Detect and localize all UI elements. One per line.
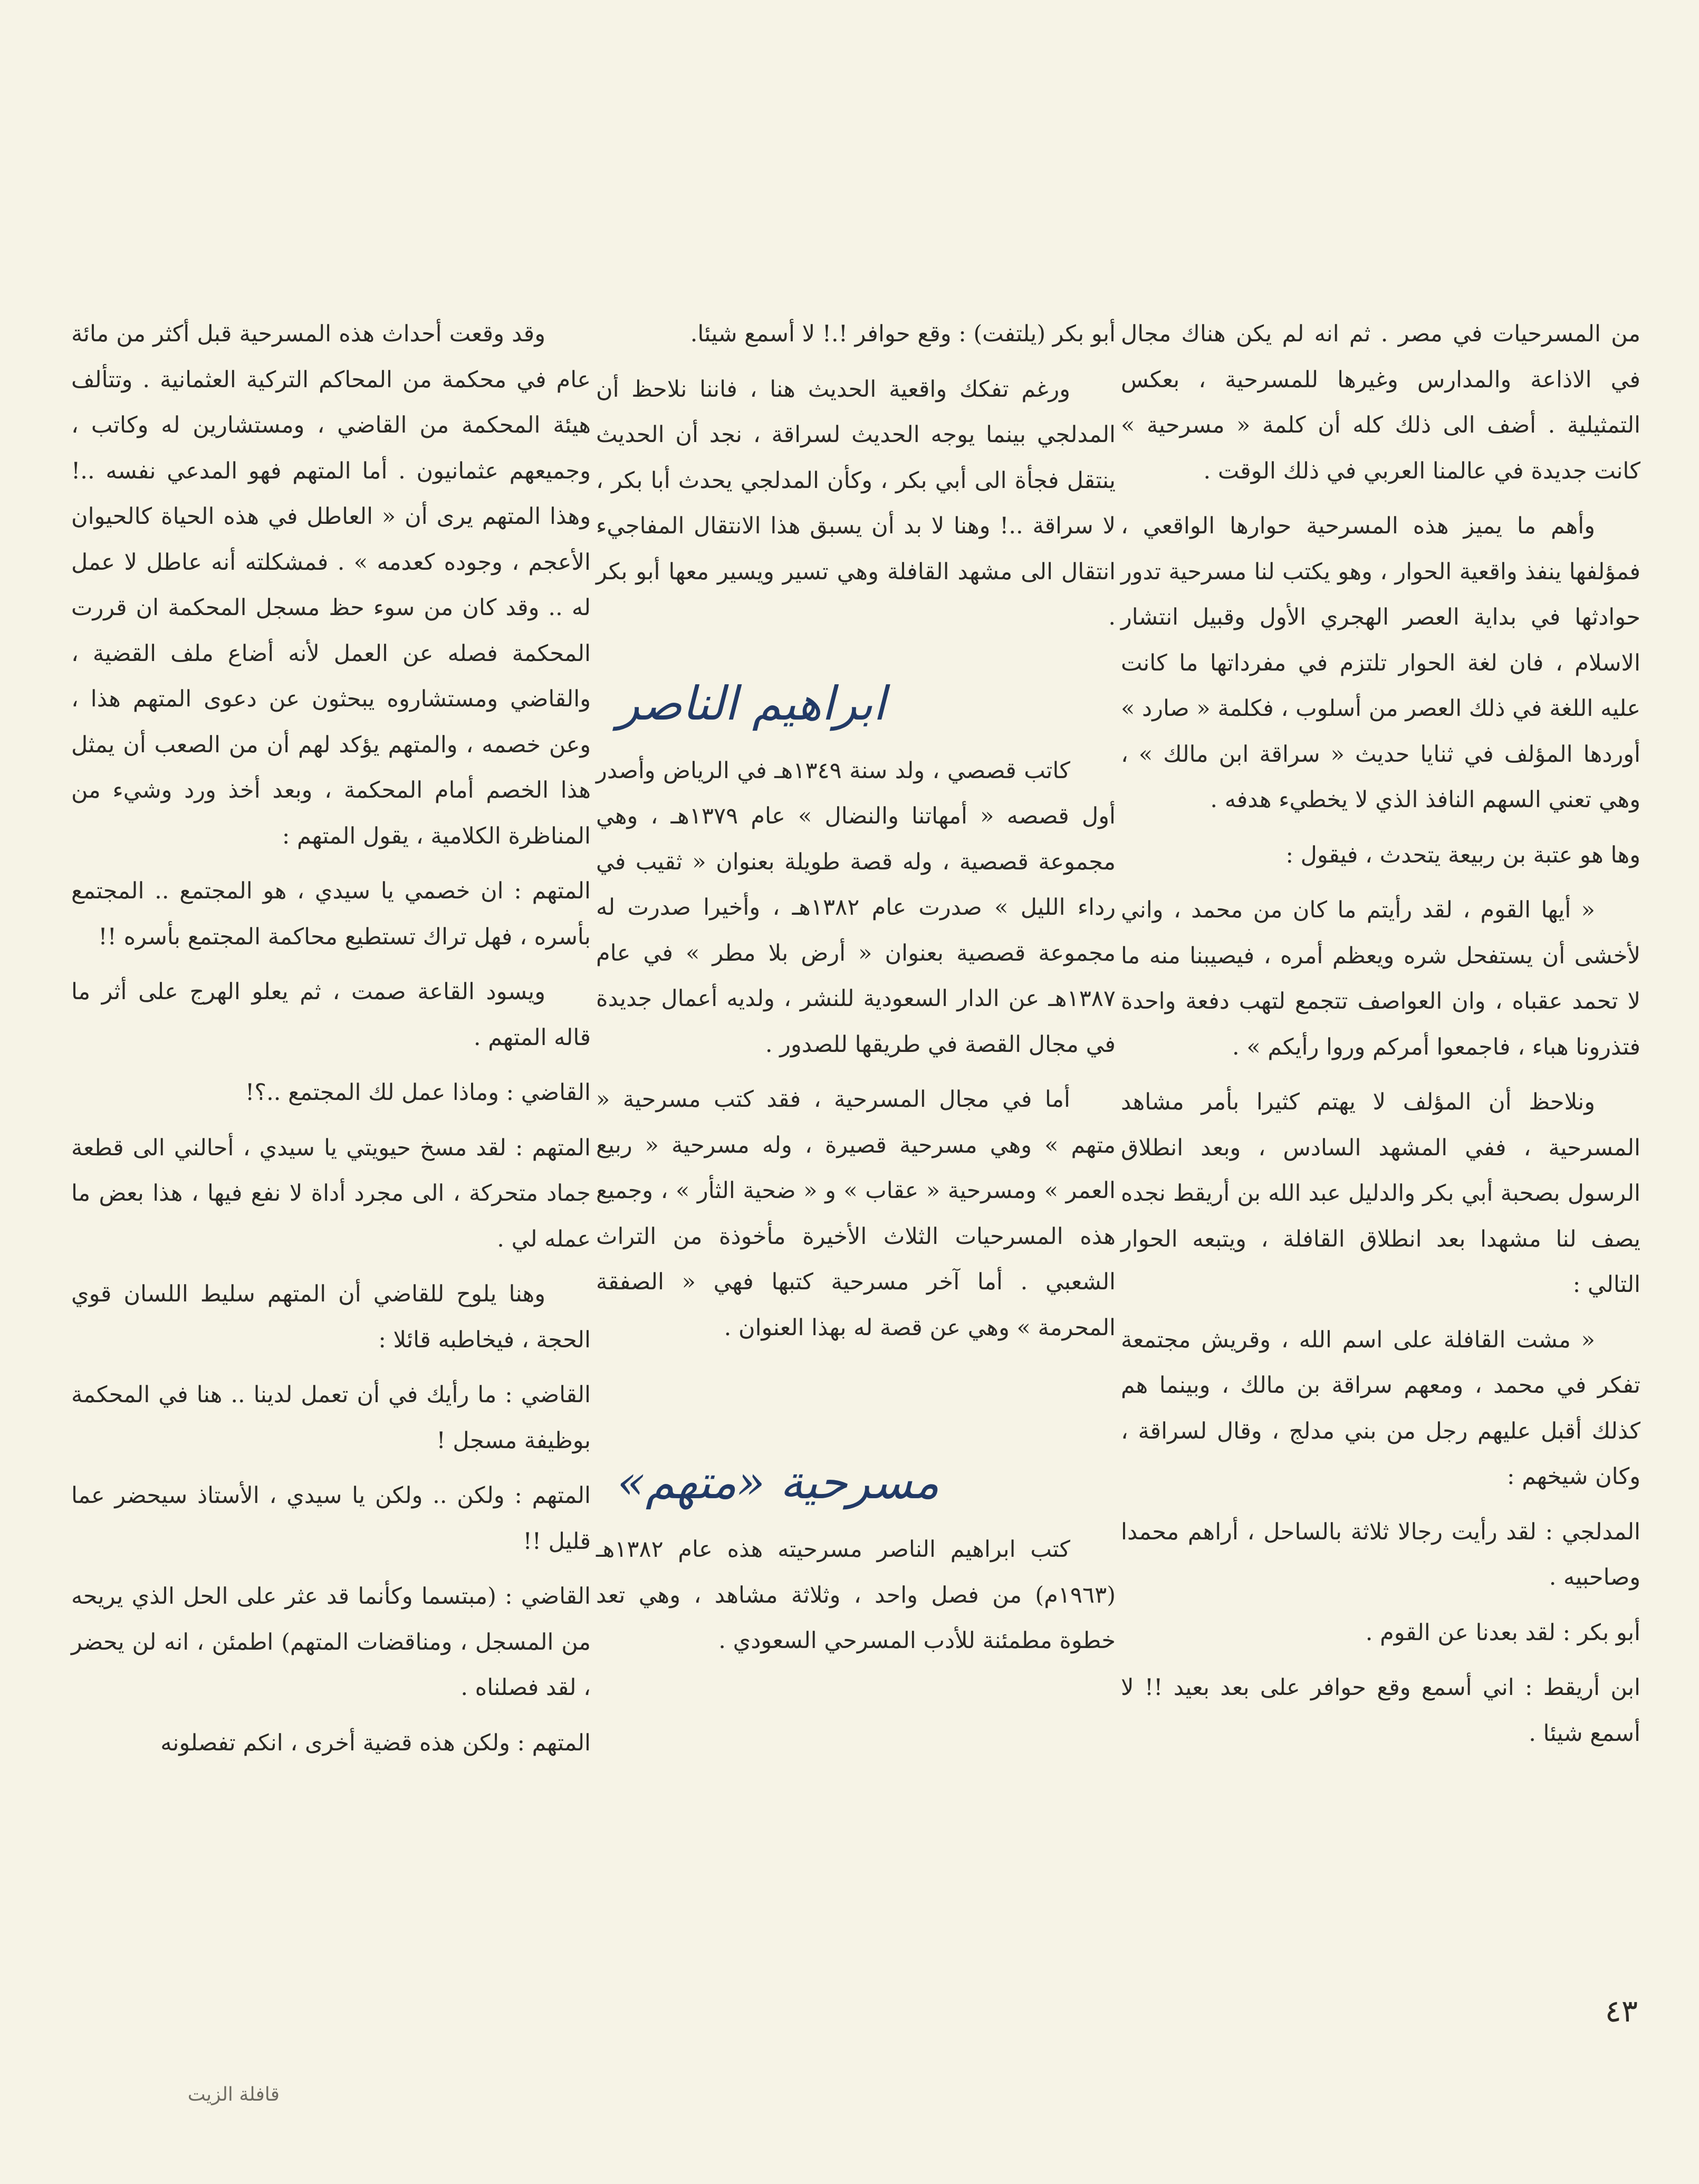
section-author-bio [596,748,1116,1351]
paragraph: ويسود القاعة صمت ، ثم يعلو الهرج على أثر ما قاله المتهم . [71,979,591,1051]
paragraph: المدلجي : لقد رأيت رجالا ثلاثة بالساحل ، أراهم محمدا وصاحبيه . [1121,1518,1640,1591]
author-heading: ابراهيم الناصر [617,676,886,731]
paragraph: أبو بكر (يلتفت) : وقع حوافر !.! لا أسمع شيئا. [690,321,1116,347]
section-dialogue-continued [596,311,1116,640]
play-heading: مسرحية «متهم» [617,1455,939,1509]
paragraph: أما في مجال المسرحية ، فقد كتب مسرحية « متهم » وهي مسرحية قصيرة ، وله مسرحية « ربيع العمر » ومسرحية « عقاب » و « ضحية الثأر » ، وجميع هذه المسرحيات الثلاث الأخيرة مأخوذة من التراث الشعبي . أما آخر مسرحية كتبها فهي « الصفقة المحرمة » وهي عن قصة له بهذا العنوان . [596,1086,1116,1341]
paragraph: وهنا يلوح للقاضي أن المتهم سليط اللسان قوي الحجة ، فيخاطبه قائلا : [71,1281,591,1353]
paragraph: من المسرحيات في مصر . ثم انه لم يكن هناك مجال في الاذاعة والمدارس وغيرها للمسرحية ، بعكس التمثيلية . أضف الى ذلك كله أن كلمة « مسرحية » كانت جديدة في عالمنا العربي في ذلك الوقت . [1121,321,1640,484]
paragraph: كاتب قصصي ، ولد سنة ١٣٤٩هـ في الرياض وأصدر أول قصصه « أمهاتنا والنضال » عام ١٣٧٩هـ ، وهي مجموعة قصصية ، وله قصة طويلة بعنوان « ثقيب في رداء الليل » صدرت عام ١٣٨٢هـ ، وأخيرا صدرت له مجموعة قصصية بعنوان « أرض بلا مطر » في عام ١٣٨٧هـ عن الدار السعودية للنشر ، ولديه أعمال جديدة في مجال القصة في طريقها للصدور . [596,757,1116,1058]
paragraph: ورغم تفكك واقعية الحديث هنا ، فاننا نلاحظ أن المدلجي بينما يوجه الحديث لسراقة ، نجد أن الحديث ينتقل فجأة الى أبي بكر ، وكأن المدلجي يحدث أبا بكر ، لا سراقة ..! وهنا لا بد أن يسبق هذا الانتقال المفاجيء انتقال الى مشهد القافلة وهي تسير ويسير معها أبو بكر . [596,376,1116,630]
paragraph: المتهم : ان خصمي يا سيدي ، هو المجتمع .. المجتمع بأسره ، فهل تراك تستطيع محاكمة المجتمع بأسره !! [71,878,591,950]
page-number: ٤٣ [1605,1993,1638,2029]
paragraph: « أيها القوم ، لقد رأيتم ما كان من محمد ، واني لأخشى أن يستفحل شره ويعظم أمره ، فيصيبنا منه ما لا تحمد عقباه ، وان العواصف تتجمع لتهب دفعة واحدة فتذرونا هباء ، فاجمعوا أمركم وروا رأيكم » . [1121,897,1640,1060]
paragraph: ابن أريقط : اني أسمع وقع حوافر على بعد بعيد !! لا أسمع شيئا . [1121,1674,1640,1747]
paragraph: ونلاحظ أن المؤلف لا يهتم كثيرا بأمر مشاهد المسرحية ، ففي المشهد السادس ، وبعد انطلاق الرسول بصحبة أبي بكر والدليل عبد الله بن أريقط نجده يصف لنا مشهدا بعد انطلاق القافلة ، ويتبعه الحوار التالي : [1121,1089,1640,1298]
paragraph: القاضي : ما رأيك في أن تعمل لدينا .. هنا في المحكمة بوظيفة مسجل ! [71,1382,591,1454]
paragraph: القاضي : (مبتسما وكأنما قد عثر على الحل الذي يريحه من المسجل ، ومناقضات المتهم) اطمئن ، انه لن يحضر ، لقد فصلناه . [71,1583,591,1701]
paragraph: المتهم : ولكن .. ولكن يا سيدي ، الأستاذ سيحضر عما قليل !! [71,1482,591,1555]
paragraph: المتهم : لقد مسخ حيويتي يا سيدي ، أحالني الى قطعة جماد متحركة ، الى مجرد أداة لا نفع فيها ، هذا بعض ما عمله لي . [71,1134,591,1252]
paragraph: « مشت القافلة على اسم الله ، وقريش مجتمعة تفكر في محمد ، ومعهم سراقة بن مالك ، وبينما هم كذلك أقبل عليهم رجل من بني مدلج ، وقال لسراقة ، وكان شيخهم : [1121,1326,1640,1490]
paragraph: كتب ابراهيم الناصر مسرحيته هذه عام ١٣٨٢هـ (١٩٦٣م) من فصل واحد ، وثلاثة مشاهد ، وهي تعد خطوة مطمئنة للأدب المسرحي السعودي . [596,1536,1116,1654]
paragraph: المتهم : ولكن هذه قضية أخرى ، انكم تفصلونه [160,1729,591,1756]
paragraph: القاضي : وماذا عمل لك المجتمع ..؟! [245,1079,591,1106]
paragraph: أبو بكر : لقد بعدنا عن القوم . [1365,1619,1640,1646]
column-right [1121,311,1640,1766]
section-play-intro [596,1527,1116,1664]
paragraph: وها هو عتبة بن ربيعة يتحدث ، فيقول : [1285,841,1640,868]
paragraph: وقد وقعت أحداث هذه المسرحية قبل أكثر من مائة عام في محكمة من المحاكم التركية العثمانية . وتتألف هيئة المحكمة من القاضي ، ومستشارين له وكاتب ، وجميعهم عثمانيون . أما المتهم فهو المدعي نفسه ..! وهذا المتهم يرى أن « العاطل في هذه الحياة كالحيوان الأعجم ، وجوده كعدمه » . فمشكلته أنه عاطل لا عمل له .. وقد كان من سوء حظ مسجل المحكمة ان قررت المحكمة فصله عن العمل لأنه أضاع ملف القضية ، والقاضي ومستشاروه يبحثون عن دعوى المتهم هذا ، وعن خصمه ، والمتهم يؤكد لهم أن من الصعب أن يمثل هذا الخصم أمام المحكمة ، وبعد أخذ ورد وشيء من المناظرة الكلامية ، يقول المتهم : [71,321,591,849]
column-left [71,311,591,1775]
paragraph: وأهم ما يميز هذه المسرحية حوارها الواقعي ، فمؤلفها ينفذ واقعية الحوار ، وهو يكتب لنا مسرحية تدور حوادثها في بداية العصر الهجري الأول وقبيل انتشار الاسلام ، فان لغة الحوار تلتزم في مفرداتها ما كانت عليه اللغة في ذلك العصر من أسلوب ، فكلمة « صارد » أوردها المؤلف في ثنايا حديث « سراقة ابن مالك » ، وهي تعني السهم النافذ الذي لا يخطيء هدفه . [1121,513,1640,813]
column-middle [596,311,1116,1673]
footer-magazine-title: قافلة الزيت [187,2084,280,2105]
